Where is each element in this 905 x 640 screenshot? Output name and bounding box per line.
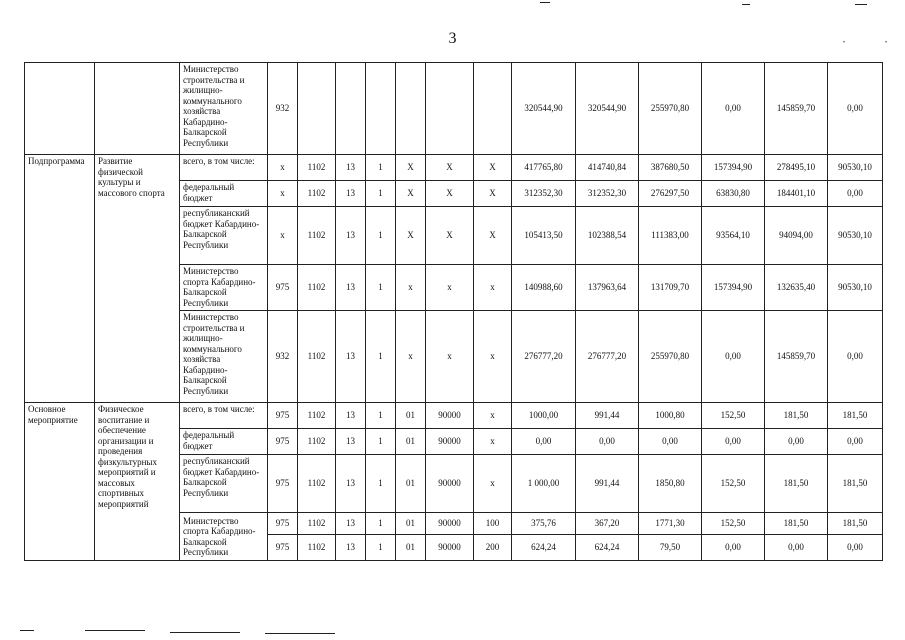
value-cell: 0,00 (702, 311, 765, 403)
pr-cell: 13 (336, 265, 366, 311)
group-type-cell: Основное мероприятие (25, 403, 95, 561)
pr-cell: 13 (336, 311, 366, 403)
scan-mark (20, 630, 34, 631)
csr-cell: 1 (366, 155, 396, 181)
value-cell: 624,24 (576, 535, 639, 561)
csr-cell: 1 (366, 455, 396, 513)
description-cell: Министерство спорта Кабардино-Балкарской Республики (180, 513, 268, 561)
value-cell: 181,50 (828, 513, 883, 535)
vr-cell: Х (474, 207, 512, 265)
value-cell: 1 000,00 (512, 455, 576, 513)
value-cell: 145859,70 (765, 63, 828, 155)
value-cell: 312352,30 (512, 181, 576, 207)
value-cell: 0,00 (765, 429, 828, 455)
value-cell: 276777,20 (576, 311, 639, 403)
grbs-cell: х (268, 181, 298, 207)
vr-cell: х (474, 311, 512, 403)
value-cell: 90530,10 (828, 155, 883, 181)
grbs-cell: 975 (268, 513, 298, 535)
csr-cell (396, 63, 426, 155)
vr-cell: Х (474, 181, 512, 207)
csr-cell: х (426, 265, 474, 311)
description-cell: всего, в том числе: (180, 403, 268, 429)
grbs-cell: 975 (268, 429, 298, 455)
vr-cell: х (474, 403, 512, 429)
value-cell: 152,50 (702, 513, 765, 535)
scan-dot: • (843, 40, 846, 46)
value-cell: 181,50 (765, 403, 828, 429)
value-cell: 1771,30 (639, 513, 702, 535)
csr-cell: Х (396, 181, 426, 207)
value-cell: 94094,00 (765, 207, 828, 265)
value-cell: 417765,80 (512, 155, 576, 181)
pr-cell: 13 (336, 535, 366, 561)
csr-cell: 1 (366, 265, 396, 311)
csr-cell: 90000 (426, 535, 474, 561)
csr-cell: 1 (366, 535, 396, 561)
grbs-cell: 975 (268, 403, 298, 429)
description-cell: федеральный бюджет (180, 181, 268, 207)
grbs-cell: 932 (268, 63, 298, 155)
value-cell: 255970,80 (639, 311, 702, 403)
csr-cell: 1 (366, 207, 396, 265)
group-name-cell: Физическое воспитание и обеспечение организации и проведения физкультурных мероприятий и массовых спортивных мероприятий (95, 403, 180, 561)
csr-cell: х (396, 265, 426, 311)
value-cell: 93564,10 (702, 207, 765, 265)
value-cell: 312352,30 (576, 181, 639, 207)
vr-cell: х (474, 265, 512, 311)
value-cell: 0,00 (765, 535, 828, 561)
pr-cell: 13 (336, 403, 366, 429)
value-cell: 181,50 (765, 513, 828, 535)
scan-mark (85, 630, 145, 631)
value-cell: 414740,84 (576, 155, 639, 181)
csr-cell: 1 (366, 429, 396, 455)
description-cell: Министерство строительства и жилищно-коммунального хозяйства Кабардино-Балкарской Республики (180, 63, 268, 155)
group-name-cell: Развитие физической культуры и массового спорта (95, 155, 180, 403)
rz-cell: 1102 (298, 155, 336, 181)
table-row (25, 155, 883, 181)
pr-cell (336, 63, 366, 155)
csr-cell: 01 (396, 513, 426, 535)
value-cell: 276777,20 (512, 311, 576, 403)
value-cell: 111383,00 (639, 207, 702, 265)
value-cell: 145859,70 (765, 311, 828, 403)
value-cell: 0,00 (828, 63, 883, 155)
rz-cell: 1102 (298, 429, 336, 455)
value-cell: 1000,80 (639, 403, 702, 429)
value-cell: 387680,50 (639, 155, 702, 181)
description-cell: Министерство спорта Кабардино-Балкарской Республики (180, 265, 268, 311)
value-cell: 320544,90 (512, 63, 576, 155)
value-cell: 624,24 (512, 535, 576, 561)
value-cell: 278495,10 (765, 155, 828, 181)
grbs-cell: х (268, 155, 298, 181)
rz-cell: 1102 (298, 455, 336, 513)
rz-cell: 1102 (298, 403, 336, 429)
value-cell: 181,50 (828, 455, 883, 513)
value-cell: 157394,90 (702, 155, 765, 181)
scan-mark (265, 633, 335, 634)
value-cell: 0,00 (702, 63, 765, 155)
value-cell: 255970,80 (639, 63, 702, 155)
csr-cell: 1 (366, 181, 396, 207)
pr-cell: 13 (336, 155, 366, 181)
group-type-cell: Подпрограмма (25, 155, 95, 403)
csr-cell: 90000 (426, 403, 474, 429)
description-cell: всего, в том числе: (180, 155, 268, 181)
vr-cell: Х (474, 155, 512, 181)
value-cell: 157394,90 (702, 265, 765, 311)
vr-cell: х (474, 455, 512, 513)
value-cell: 132635,40 (765, 265, 828, 311)
csr-cell: 01 (396, 429, 426, 455)
csr-cell: 01 (396, 403, 426, 429)
value-cell: 152,50 (702, 403, 765, 429)
grbs-cell: 975 (268, 535, 298, 561)
csr-cell: 90000 (426, 455, 474, 513)
value-cell: 375,76 (512, 513, 576, 535)
value-cell: 1000,00 (512, 403, 576, 429)
value-cell: 181,50 (765, 455, 828, 513)
csr-cell: Х (426, 207, 474, 265)
rz-cell: 1102 (298, 513, 336, 535)
rz-cell: 1102 (298, 207, 336, 265)
scan-mark (742, 4, 750, 5)
csr-cell: 1 (366, 311, 396, 403)
value-cell: 90530,10 (828, 265, 883, 311)
value-cell: 0,00 (828, 181, 883, 207)
csr-cell (426, 63, 474, 155)
value-cell: 1850,80 (639, 455, 702, 513)
csr-cell: 90000 (426, 513, 474, 535)
scan-mark (170, 632, 240, 633)
csr-cell: 01 (396, 535, 426, 561)
value-cell: 991,44 (576, 455, 639, 513)
pr-cell: 13 (336, 207, 366, 265)
scan-mark (540, 2, 550, 3)
grbs-cell: 932 (268, 311, 298, 403)
csr-cell: х (396, 311, 426, 403)
description-cell: республиканский бюджет Кабардино-Балкарской Республики (180, 455, 268, 513)
grbs-cell: 975 (268, 265, 298, 311)
vr-cell: 200 (474, 535, 512, 561)
value-cell: 152,50 (702, 455, 765, 513)
value-cell: 276297,50 (639, 181, 702, 207)
grbs-cell: х (268, 207, 298, 265)
table-row (25, 63, 883, 155)
description-cell: республиканский бюджет Кабардино-Балкарской Республики (180, 207, 268, 265)
csr-cell: 90000 (426, 429, 474, 455)
rz-cell (298, 63, 336, 155)
value-cell: 140988,60 (512, 265, 576, 311)
value-cell: 0,00 (702, 429, 765, 455)
csr-cell: Х (426, 155, 474, 181)
budget-table (24, 62, 883, 561)
rz-cell: 1102 (298, 181, 336, 207)
value-cell: 184401,10 (765, 181, 828, 207)
vr-cell: х (474, 429, 512, 455)
value-cell: 0,00 (512, 429, 576, 455)
description-cell: федеральный бюджет (180, 429, 268, 455)
value-cell: 0,00 (702, 535, 765, 561)
value-cell: 90530,10 (828, 207, 883, 265)
value-cell: 367,20 (576, 513, 639, 535)
value-cell: 0,00 (828, 311, 883, 403)
vr-cell (474, 63, 512, 155)
value-cell: 0,00 (576, 429, 639, 455)
value-cell: 0,00 (828, 429, 883, 455)
pr-cell: 13 (336, 455, 366, 513)
csr-cell: 1 (366, 513, 396, 535)
csr-cell: Х (396, 155, 426, 181)
value-cell: 181,50 (828, 403, 883, 429)
rz-cell: 1102 (298, 265, 336, 311)
scan-dot: • (885, 40, 888, 46)
pr-cell: 13 (336, 429, 366, 455)
vr-cell: 100 (474, 513, 512, 535)
pr-cell: 13 (336, 513, 366, 535)
csr-cell: 01 (396, 455, 426, 513)
csr-cell: 1 (366, 403, 396, 429)
csr-cell: Х (426, 181, 474, 207)
grbs-cell: 975 (268, 455, 298, 513)
value-cell: 320544,90 (576, 63, 639, 155)
value-cell: 0,00 (828, 535, 883, 561)
value-cell: 102388,54 (576, 207, 639, 265)
value-cell: 0,00 (639, 429, 702, 455)
value-cell: 991,44 (576, 403, 639, 429)
csr-cell (366, 63, 396, 155)
rz-cell: 1102 (298, 311, 336, 403)
row-type-cell (25, 63, 95, 155)
description-cell: Министерство строительства и жилищно-коммунального хозяйства Кабардино-Балкарской Республики (180, 311, 268, 403)
value-cell: 137963,64 (576, 265, 639, 311)
scan-mark (855, 4, 867, 5)
pr-cell: 13 (336, 181, 366, 207)
csr-cell: х (426, 311, 474, 403)
csr-cell: Х (396, 207, 426, 265)
row-name-cell (95, 63, 180, 155)
value-cell: 105413,50 (512, 207, 576, 265)
page-number: 3 (448, 30, 457, 47)
rz-cell: 1102 (298, 535, 336, 561)
value-cell: 63830,80 (702, 181, 765, 207)
table-row (25, 403, 883, 429)
value-cell: 131709,70 (639, 265, 702, 311)
value-cell: 79,50 (639, 535, 702, 561)
